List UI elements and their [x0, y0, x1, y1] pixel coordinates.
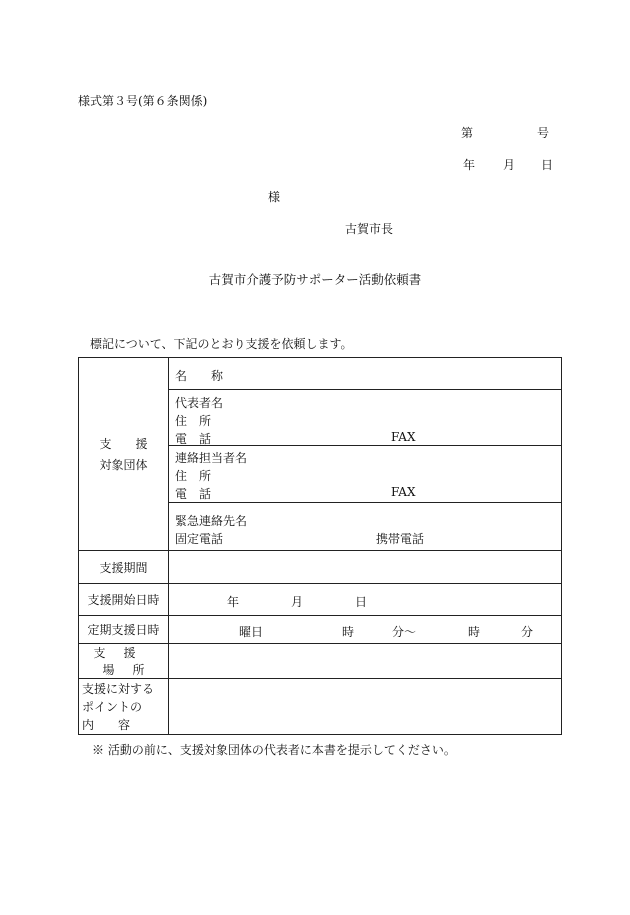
- rep-phone-label: 電 話: [175, 432, 212, 446]
- addressee-suffix: 様: [268, 190, 281, 204]
- contact-person-cell[interactable]: [169, 446, 562, 503]
- target-group-label-1: 支 援: [99, 437, 148, 451]
- issuer: 古賀市長: [345, 222, 394, 236]
- start-day: 日: [355, 595, 368, 609]
- hour1-label: 時: [342, 625, 355, 639]
- points-label-3: 内 容: [82, 717, 131, 732]
- start-month: 月: [291, 595, 304, 609]
- rep-address-label: 住 所: [175, 414, 212, 428]
- weekday-label: 曜日: [239, 625, 264, 639]
- start-datetime-label: 支援開始日時: [79, 584, 169, 616]
- hour2-label: 時: [468, 625, 481, 639]
- points-label-2: ポイントの: [82, 699, 143, 714]
- intro-text: 標記について、下記のとおり支援を依頼します。: [90, 337, 353, 351]
- emergency-name-label: 緊急連絡先名: [175, 514, 248, 528]
- support-period-label: 支援期間: [79, 551, 169, 584]
- points-label-cell: [79, 679, 169, 735]
- rep-name-label: 代表者名: [175, 396, 224, 410]
- emergency-contact-cell[interactable]: [169, 503, 562, 551]
- number-suffix: 号: [537, 126, 550, 140]
- document-title: 古賀市介護予防サポーター活動依頼書: [208, 272, 422, 287]
- form-number: 様式第３号(第６条関係): [78, 94, 208, 108]
- support-place-cell[interactable]: [169, 644, 562, 679]
- start-year: 年: [227, 595, 240, 609]
- number-prefix: 第: [461, 126, 474, 140]
- footnote: ※ 活動の前に、支援対象団体の代表者に本書を提示してください。: [92, 743, 456, 757]
- landline-label: 固定電話: [175, 532, 224, 546]
- start-datetime-cell[interactable]: [169, 584, 562, 616]
- points-content-cell[interactable]: [169, 679, 562, 735]
- representative-cell[interactable]: [169, 390, 562, 446]
- minute2-label: 分: [521, 625, 534, 639]
- points-label-1: 支援に対する: [82, 681, 155, 696]
- target-group-label-2: 対象団体: [99, 458, 148, 472]
- regular-datetime-label: 定期支援日時: [79, 616, 169, 644]
- contact-fax-label: FAX: [391, 485, 416, 499]
- group-name-cell[interactable]: [169, 358, 562, 390]
- support-place-label: [79, 644, 169, 679]
- date-day: 日: [541, 158, 554, 172]
- date-month: 月: [503, 158, 516, 172]
- contact-address-label: 住 所: [175, 469, 212, 483]
- rep-fax-label: FAX: [391, 430, 416, 444]
- support-period-cell[interactable]: [169, 551, 562, 584]
- minute1-label: 分〜: [392, 625, 417, 639]
- support-place-text: 支援場所: [93, 646, 163, 677]
- date-year: 年: [463, 158, 476, 172]
- contact-phone-label: 電 話: [175, 487, 212, 501]
- target-group-label-cell: [79, 358, 169, 551]
- request-form-table: [78, 357, 562, 735]
- contact-name-label: 連絡担当者名: [175, 451, 248, 465]
- mobile-label: 携帯電話: [376, 532, 425, 546]
- group-name-label: 名 称: [175, 369, 224, 383]
- regular-datetime-cell[interactable]: [169, 616, 562, 644]
